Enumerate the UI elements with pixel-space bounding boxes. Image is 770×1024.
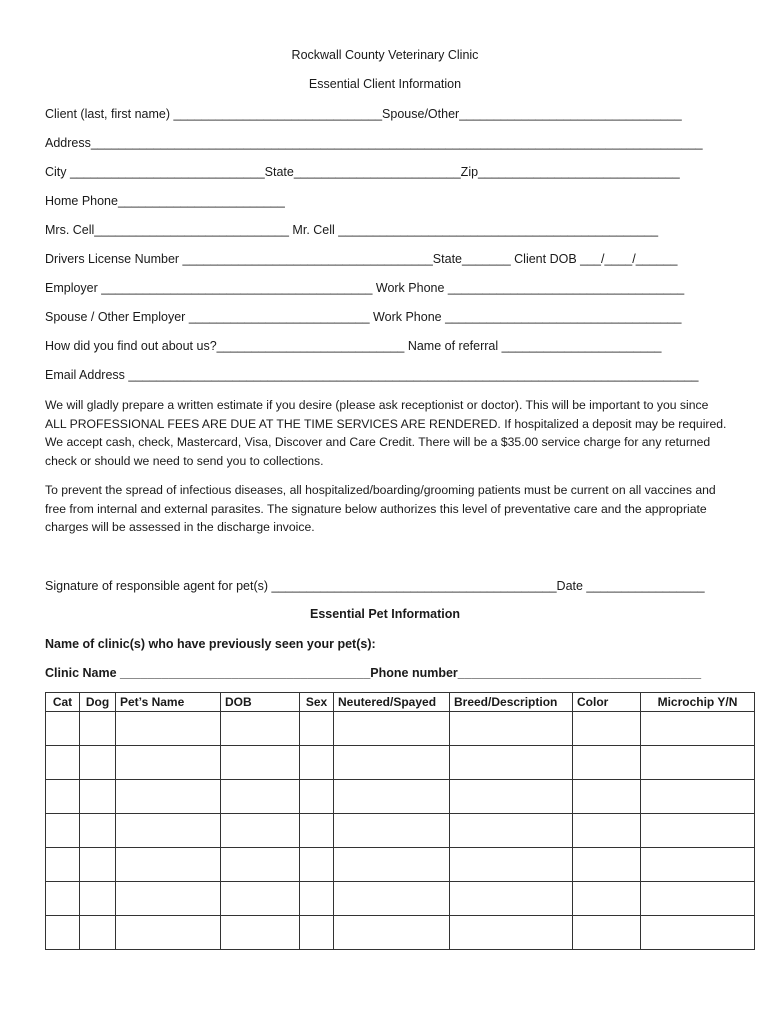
table-cell[interactable]: [221, 882, 300, 916]
table-cell[interactable]: [116, 848, 221, 882]
table-row: [46, 780, 755, 814]
table-cell[interactable]: [80, 916, 116, 950]
table-cell[interactable]: [116, 916, 221, 950]
table-cell[interactable]: [116, 780, 221, 814]
client-name-field[interactable]: Client (last, first name) ______________________________Spouse/Other________________________________: [45, 107, 682, 121]
clinic-name: Rockwall County Veterinary Clinic: [291, 48, 479, 62]
table-cell[interactable]: [573, 780, 641, 814]
column-header-sex: Sex: [300, 693, 334, 712]
table-cell[interactable]: [46, 916, 80, 950]
table-cell[interactable]: [80, 780, 116, 814]
table-cell[interactable]: [300, 780, 334, 814]
table-cell[interactable]: [641, 746, 755, 780]
table-cell[interactable]: [221, 746, 300, 780]
table-cell[interactable]: [80, 712, 116, 746]
previous-clinics-label: Name of clinic(s) who have previously seen your pet(s):: [45, 637, 376, 651]
table-row: [46, 882, 755, 916]
clinic-phone-field[interactable]: Clinic Name ____________________________________Phone number___________________________________: [45, 666, 702, 680]
table-cell[interactable]: [573, 848, 641, 882]
cell-phone-field[interactable]: Mrs. Cell____________________________ Mr. Cell ______________________________________________: [45, 223, 659, 237]
column-header-dob: DOB: [221, 693, 300, 712]
drivers-license-field[interactable]: Drivers License Number ____________________________________State_______ Client DOB ___/____/______: [45, 252, 678, 266]
table-cell[interactable]: [46, 780, 80, 814]
pet-table: [45, 692, 755, 950]
table-cell[interactable]: [573, 814, 641, 848]
table-cell[interactable]: [116, 746, 221, 780]
home-phone-field[interactable]: Home Phone________________________: [45, 194, 285, 208]
table-cell[interactable]: [573, 916, 641, 950]
pet-table-header: [46, 693, 755, 712]
table-cell[interactable]: [450, 780, 573, 814]
table-cell[interactable]: [573, 712, 641, 746]
table-row: [46, 712, 755, 746]
table-cell[interactable]: [221, 712, 300, 746]
table-cell[interactable]: [300, 746, 334, 780]
table-row: [46, 916, 755, 950]
estimate-paragraph: We will gladly prepare a written estimate if you desire (please ask receptionist or doctor). This will be important to you since ALL PROFESSIONAL FEES ARE DUE AT THE TIME SERVICES ARE RENDERED. If hospitalized a deposit may be required. We accept cash, check, Mastercard, Visa, Discover and Care Credit. There will be a $35.00 service charge for any returned check or should we need to send you to collections.: [45, 398, 727, 468]
table-cell[interactable]: [300, 882, 334, 916]
table-cell[interactable]: [334, 712, 450, 746]
table-cell[interactable]: [221, 916, 300, 950]
table-cell[interactable]: [450, 848, 573, 882]
spouse-employer-field[interactable]: Spouse / Other Employer __________________________ Work Phone __________________________________: [45, 310, 682, 324]
table-cell[interactable]: [300, 814, 334, 848]
referral-field[interactable]: How did you find out about us?___________________________ Name of referral _______________________: [45, 339, 662, 353]
table-cell[interactable]: [573, 882, 641, 916]
table-cell[interactable]: [116, 882, 221, 916]
table-cell[interactable]: [46, 882, 80, 916]
table-cell[interactable]: [46, 746, 80, 780]
table-cell[interactable]: [221, 814, 300, 848]
table-cell[interactable]: [221, 848, 300, 882]
table-cell[interactable]: [46, 712, 80, 746]
table-cell[interactable]: [221, 780, 300, 814]
table-cell[interactable]: [641, 916, 755, 950]
column-header-neutered-spayed: Neutered/Spayed: [334, 693, 450, 712]
table-cell[interactable]: [450, 814, 573, 848]
employer-field[interactable]: Employer _______________________________________ Work Phone __________________________________: [45, 281, 685, 295]
table-cell[interactable]: [450, 712, 573, 746]
table-cell[interactable]: [46, 814, 80, 848]
column-header-cat: Cat: [46, 693, 80, 712]
table-cell[interactable]: [80, 882, 116, 916]
email-field[interactable]: Email Address __________________________________________________________________________________: [45, 368, 699, 382]
table-cell[interactable]: [334, 916, 450, 950]
table-cell[interactable]: [334, 780, 450, 814]
table-cell[interactable]: [450, 916, 573, 950]
table-cell[interactable]: [300, 848, 334, 882]
table-cell[interactable]: [334, 882, 450, 916]
form-title: Essential Client Information: [308, 77, 462, 91]
table-cell[interactable]: [450, 746, 573, 780]
column-header-breed: Breed/Description: [450, 693, 573, 712]
column-header-color: Color: [573, 693, 641, 712]
table-cell[interactable]: [300, 916, 334, 950]
table-cell[interactable]: [334, 848, 450, 882]
table-cell[interactable]: [641, 848, 755, 882]
table-cell[interactable]: [641, 814, 755, 848]
table-cell[interactable]: [450, 882, 573, 916]
table-cell[interactable]: [573, 746, 641, 780]
table-cell[interactable]: [80, 746, 116, 780]
column-header-dog: Dog: [80, 693, 116, 712]
table-cell[interactable]: [80, 848, 116, 882]
address-field[interactable]: Address________________________________________________________________________________________: [45, 136, 703, 150]
table-cell[interactable]: [80, 814, 116, 848]
table-cell[interactable]: [334, 814, 450, 848]
signature-field[interactable]: Signature of responsible agent for pet(s) _________________________________________Date _________________: [45, 579, 705, 593]
table-cell[interactable]: [641, 712, 755, 746]
infection-paragraph: To prevent the spread of infectious diseases, all hospitalized/boarding/grooming patients must be current on all vaccines and free from internal and external parasites. The signature below authorizes this level of preventative care and the appropriate charges will be assessed in the discharge invoice.: [45, 483, 716, 534]
table-row: [46, 746, 755, 780]
table-row: [46, 848, 755, 882]
table-cell[interactable]: [116, 814, 221, 848]
table-cell[interactable]: [300, 712, 334, 746]
table-cell[interactable]: [46, 848, 80, 882]
table-cell[interactable]: [334, 746, 450, 780]
table-row: [46, 814, 755, 848]
table-cell[interactable]: [116, 712, 221, 746]
city-state-zip-field[interactable]: City ____________________________State________________________Zip_____________________________: [45, 165, 680, 179]
column-header-pet-name: Pet’s Name: [116, 693, 221, 712]
table-cell[interactable]: [641, 882, 755, 916]
pet-section-title: Essential Pet Information: [309, 607, 461, 621]
table-cell[interactable]: [641, 780, 755, 814]
column-header-microchip: Microchip Y/N: [641, 693, 755, 712]
